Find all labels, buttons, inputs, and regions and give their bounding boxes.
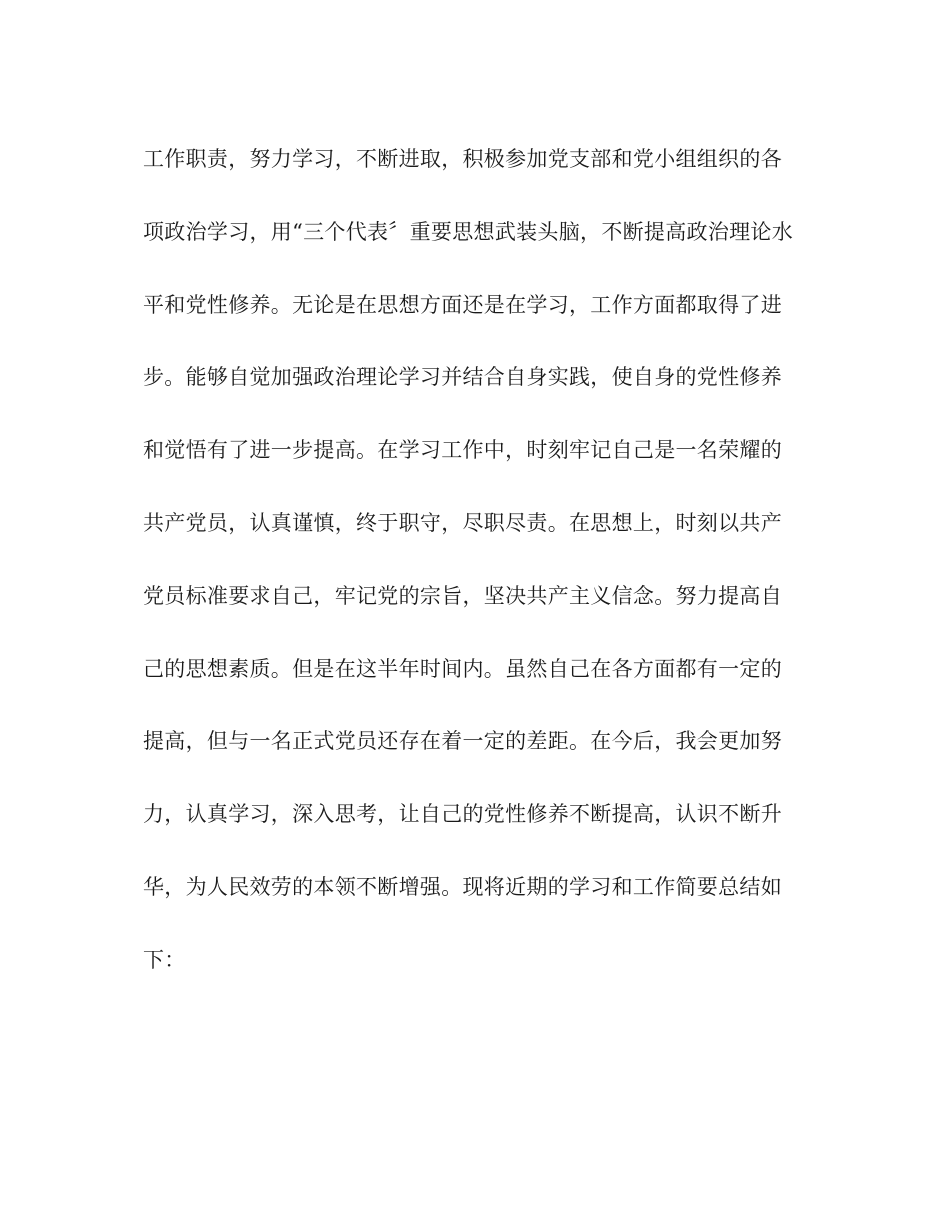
text-line: 下：: [143, 947, 186, 972]
text-line: 共产党员，认真谨慎，终于职守，尽职尽责。在思想上，时刻以共产: [143, 510, 782, 535]
body-text: [143, 139, 823, 1013]
text-line: 己的思想素质。但是在这半年时间内。虽然自己在各方面都有一定的: [143, 656, 782, 681]
text-line: 党员标准要求自己，牢记党的宗旨，坚决共产主义信念。努力提高自: [143, 583, 782, 608]
text-line: 力，认真学习，深入思考，让自己的党性修养不断提高，认识不断升: [143, 802, 782, 827]
text-line: 工作职责，努力学习，不断进取，积极参加党支部和党小组组织的各: [143, 147, 782, 171]
text-line: 项政治学习，用“三个代表〞重要思想武装头脑，不断提高政治理论水: [143, 219, 794, 244]
text-line: 华，为人民效劳的本领不断增强。现将近期的学习和工作简要总结如: [143, 874, 782, 899]
text-line: 和觉悟有了进一步提高。在学习工作中，时刻牢记自己是一名荣耀的: [143, 438, 782, 463]
text-line: 平和党性修养。无论是在思想方面还是在学习，工作方面都取得了进: [143, 292, 782, 317]
text-line: 步。能够自觉加强政治理论学习并结合自身实践，使自身的党性修养: [143, 365, 782, 390]
text-line: 提高，但与一名正式党员还存在着一定的差距。在今后，我会更加努: [143, 729, 782, 754]
